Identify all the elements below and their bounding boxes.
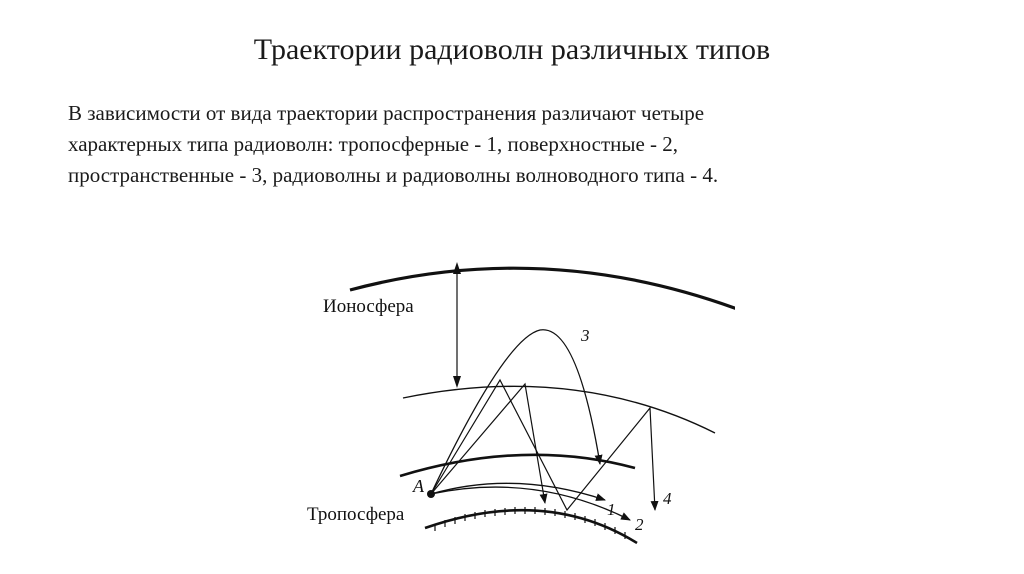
trajectory-3-reflection bbox=[431, 384, 545, 503]
paragraph-line: В зависимости от вида траектории распространения различают четыре bbox=[68, 101, 705, 125]
troposphere-label: Тропосфера bbox=[307, 504, 405, 525]
ionosphere-lower-boundary bbox=[403, 386, 715, 433]
paragraph-line: характерных типа радиоволн: тропосферные - 1, поверхностные - 2, bbox=[68, 132, 679, 156]
trajectory-label-2: 2 bbox=[635, 515, 644, 534]
trajectory-2-path bbox=[431, 487, 630, 520]
trajectory-label-4: 4 bbox=[663, 489, 672, 508]
trajectory-1-path bbox=[431, 483, 605, 500]
trajectory-label-3: 3 bbox=[581, 326, 590, 345]
trajectory-3-path bbox=[431, 330, 600, 494]
trajectory-label-1: 1 bbox=[607, 500, 616, 519]
radio-wave-trajectory-diagram bbox=[295, 258, 735, 558]
slide-title: Траектории радиоволн различных типов bbox=[253, 33, 771, 66]
ionosphere-label: Ионосфера bbox=[323, 296, 414, 317]
slide-paragraph bbox=[68, 98, 968, 191]
paragraph-line: пространственные - 3, радиоволны и радиоволны волноводного типа - 4. bbox=[68, 163, 719, 187]
point-a-label: A bbox=[413, 476, 424, 496]
troposphere-upper-boundary bbox=[400, 455, 635, 476]
